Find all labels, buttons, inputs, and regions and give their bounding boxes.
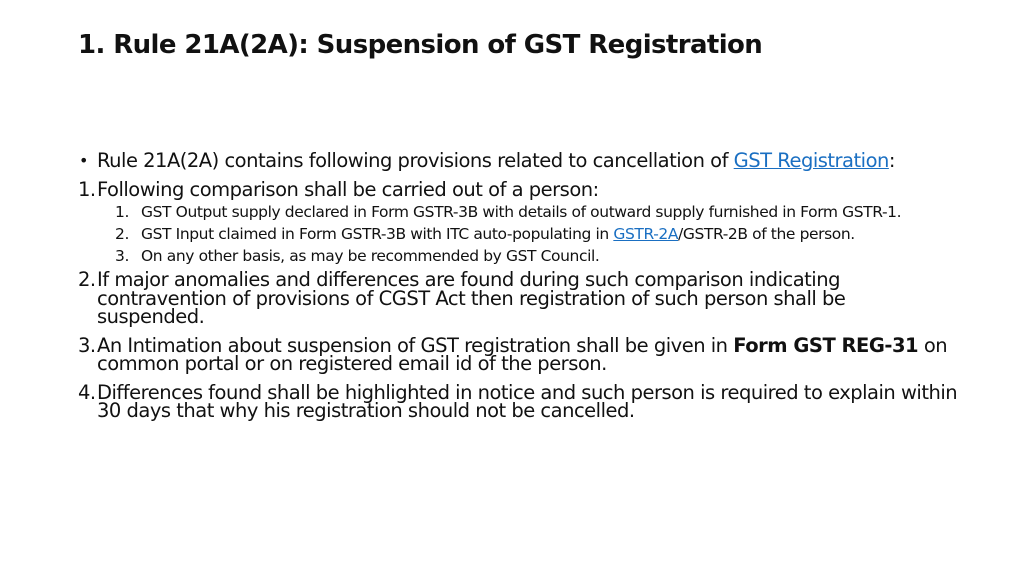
list-number: 3. <box>78 333 96 357</box>
list-item-3 <box>78 333 958 375</box>
list-item-text: An Intimation about suspension of GST registration shall be given in <box>97 333 734 357</box>
sublist-item-1 <box>78 205 958 219</box>
list-item-4 <box>78 380 958 422</box>
slide-content <box>78 149 958 431</box>
list-item-text: Following comparison shall be carried out of a person: <box>97 177 599 201</box>
bullet-marker: • <box>79 151 88 170</box>
sublist-item-text: GST Output supply declared in Form GSTR-3B with details of outward supply furnished in Form GSTR-1. <box>141 203 902 221</box>
sublist-number: 3. <box>115 247 129 265</box>
sublist-item-text: On any other basis, as may be recommended by GST Council. <box>141 247 600 265</box>
form-gst-reg-31: Form GST REG-31 <box>733 333 919 357</box>
gst-registration-link[interactable]: GST Registration <box>733 149 889 172</box>
list-number: 1. <box>78 177 96 201</box>
intro-text: Rule 21A(2A) contains following provisions related to cancellation of <box>97 149 734 172</box>
sublist-item-text: GST Input claimed in Form GSTR-3B with ITC auto-populating in <box>141 225 614 243</box>
list-item-text: If major anomalies and differences are found during such comparison indicating contravention of provisions of CGST Act then registration of such person shall be suspended. <box>97 268 846 328</box>
list-number: 4. <box>78 380 96 404</box>
sublist-item-3 <box>78 249 958 263</box>
gstr-2a-link[interactable]: GSTR-2A <box>613 225 679 243</box>
list-item-1 <box>78 177 958 201</box>
sublist-number: 2. <box>115 225 129 243</box>
sublist-item-2 <box>78 227 958 241</box>
sublist-number: 1. <box>115 203 129 221</box>
list-number: 2. <box>78 268 96 291</box>
intro-bullet-item <box>78 149 958 172</box>
slide-title: 1. Rule 21A(2A): Suspension of GST Registration <box>78 30 763 60</box>
list-item-text: Differences found shall be highlighted in notice and such person is required to explain within 30 days that why his registration should not be cancelled. <box>97 380 958 422</box>
sublist <box>78 205 958 263</box>
intro-suffix: : <box>888 149 895 172</box>
list-item-text-after: on common portal or on registered email id of the person. <box>97 333 948 375</box>
sublist-item-text-after: /GSTR-2B of the person. <box>678 225 855 243</box>
list-item-2 <box>78 268 958 328</box>
